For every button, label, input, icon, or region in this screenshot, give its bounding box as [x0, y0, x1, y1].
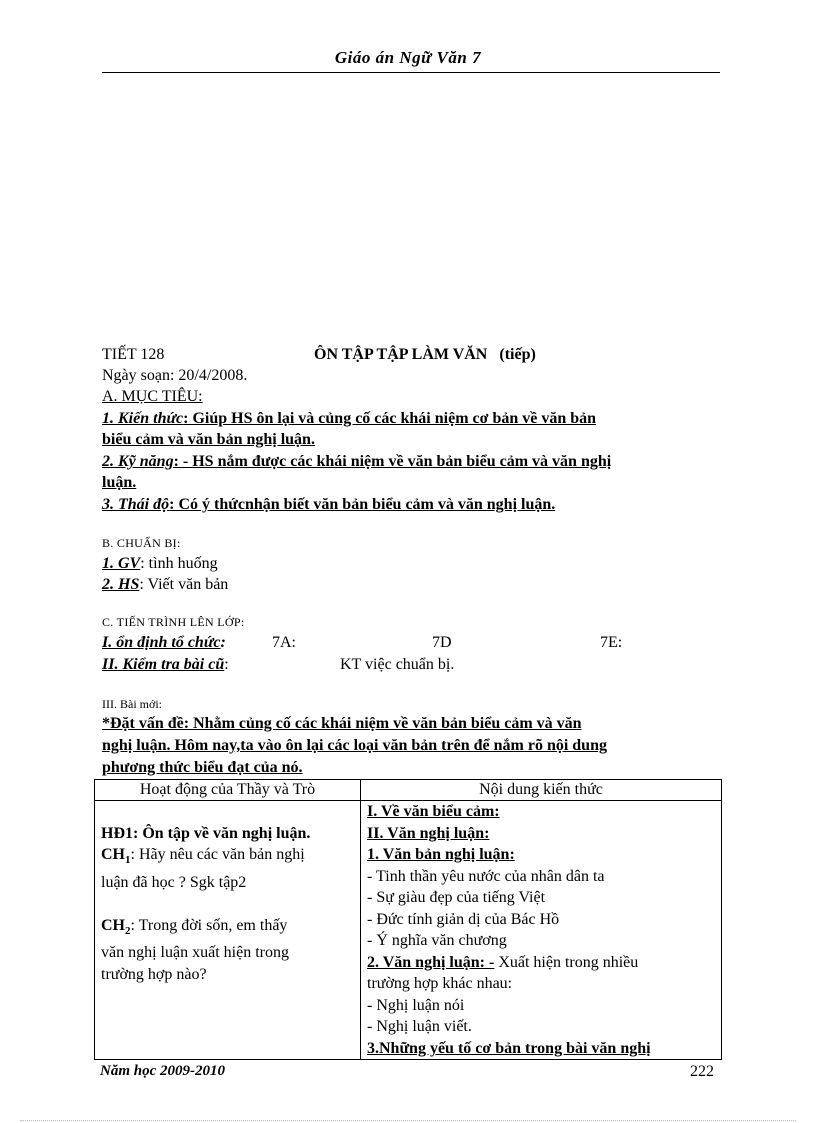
lesson-table — [94, 779, 722, 1060]
prep-gv — [102, 554, 218, 574]
hd1-heading: HĐ1: Ôn tập về văn nghị luận. — [101, 824, 311, 842]
skill-text-2: luận. — [102, 474, 137, 491]
lesson-date: Ngày soạn: 20/4/2008. — [102, 367, 248, 384]
intro-line-3: phương thức biểu đạt của nó. — [102, 759, 303, 776]
objective-skill — [102, 452, 611, 472]
knowledge-text-2: biểu cảm và văn bản nghị luận. — [102, 431, 315, 448]
lesson-title-suffix: (tiếp) — [499, 346, 536, 363]
ch2-line-1 — [101, 915, 354, 943]
r4-text-2: trường hợp khác nhau: — [367, 975, 513, 992]
list-item: - Đức tính giản dị của Bác Hồ — [367, 910, 560, 928]
list-item: - Nghị luận viết. — [367, 1018, 472, 1035]
organize-row — [102, 633, 226, 653]
attitude-text: : Có ý thứcnhận biết văn bản biểu cảm và văn nghị luận. — [169, 496, 556, 513]
list-item: - Nghị luận nói — [367, 996, 465, 1014]
review-row — [102, 655, 229, 675]
objectives-heading: A. MỤC TIÊU: — [102, 388, 203, 405]
content-r5: 3.Những yếu tố cơ bản trong bài văn nghị — [367, 1039, 651, 1057]
attitude-label: 3. Thái độ — [102, 496, 170, 513]
ch2-line-3: trường hợp nào? — [101, 965, 207, 983]
skill-label: 2. Kỹ năng — [102, 453, 174, 470]
new-lesson-heading: III. Bài mới: — [102, 697, 162, 711]
class-7e: 7E: — [600, 634, 623, 651]
ch2-line-2: văn nghị luận xuất hiện trong — [101, 944, 289, 962]
ch2-sub: 2 — [125, 924, 131, 937]
knowledge-label: 1. Kiến thức — [102, 410, 184, 427]
page-bottom-border — [20, 1120, 796, 1121]
r4-label: 2. Văn nghị luận: - — [367, 953, 495, 971]
content-r2: II. Văn nghị luận: — [367, 824, 490, 842]
list-item: - Ý nghĩa văn chương — [367, 932, 507, 949]
ch1-sub: 1 — [125, 854, 131, 867]
objective-knowledge — [102, 409, 596, 429]
review-colon: : — [224, 656, 229, 673]
ch1-line-2: luận đã học ? Sgk tập2 — [101, 873, 247, 891]
page-header-title: Giáo án Ngữ Văn 7 — [334, 48, 482, 67]
r4-text: Xuất hiện trong nhiều — [494, 953, 639, 971]
objective-attitude — [102, 495, 555, 515]
preparation-heading: B. CHUẨN BỊ: — [102, 536, 181, 550]
table-cell-activities — [95, 801, 361, 1060]
skill-text-1: : - HS nắm được các khái niệm về văn bản biểu cảm và văn nghị — [173, 453, 612, 470]
table-header-left: Hoạt động của Thầy và Trò — [95, 780, 361, 801]
organize-label: I. ổn định tổ chức — [102, 634, 221, 651]
ch1-line-1 — [101, 844, 354, 872]
footer-school-year: Năm học 2009-2010 — [100, 1063, 225, 1079]
review-label: II. Kiểm tra bài cũ — [102, 656, 225, 673]
list-item: - Tinh thần yêu nước của nhân dân ta — [367, 867, 605, 885]
header-divider — [102, 72, 720, 73]
procedure-heading: C. TIẾN TRÌNH LÊN LỚP: — [102, 615, 245, 629]
content-r3: 1. Văn bản nghị luận: — [367, 846, 515, 863]
ch1-label: CH — [101, 846, 125, 863]
prep-hs — [102, 575, 228, 595]
intro-line-1: *Đặt vấn đề: Nhằm củng cố các khái niệm về văn bản biểu cảm và văn — [102, 715, 582, 732]
table-row — [95, 801, 722, 1060]
ch2-text-1: : Trong đời sốn, em thấy — [130, 916, 288, 934]
content-r4 — [367, 952, 715, 974]
ch2-label: CH — [101, 916, 125, 934]
gv-label: 1. GV — [102, 555, 141, 572]
ch1-text-1: : Hãy nêu các văn bản nghị — [130, 846, 305, 863]
table-header-row — [95, 780, 722, 801]
review-text: KT việc chuẩn bị. — [340, 656, 455, 673]
lesson-title — [314, 345, 536, 365]
content-r1: I. Về văn biểu cảm: — [367, 803, 500, 820]
table-header-right: Nội dung kiến thức — [361, 780, 722, 801]
lesson-period: TIẾT 128 — [102, 346, 165, 363]
lesson-title-text: ÔN TẬP TẬP LÀM VĂN — [314, 346, 488, 363]
class-7a: 7A: — [272, 634, 296, 651]
hs-label: 2. HS — [102, 576, 140, 593]
organize-colon: : — [220, 634, 226, 651]
class-7d: 7D — [432, 634, 452, 651]
knowledge-text-1: : Giúp HS ôn lại và củng cố các khái niệm cơ bản về văn bản — [183, 410, 597, 427]
intro-line-2: nghị luận. Hôm nay,ta vào ôn lại các loại văn bản trên để nắm rõ nội dung — [102, 737, 607, 754]
hs-text: : Viết văn bản — [139, 576, 229, 593]
table-cell-content — [361, 801, 722, 1060]
footer-page-number: 222 — [690, 1063, 714, 1080]
gv-text: : tình huống — [140, 555, 218, 572]
list-item: - Sự giàu đẹp của tiếng Việt — [367, 889, 546, 906]
